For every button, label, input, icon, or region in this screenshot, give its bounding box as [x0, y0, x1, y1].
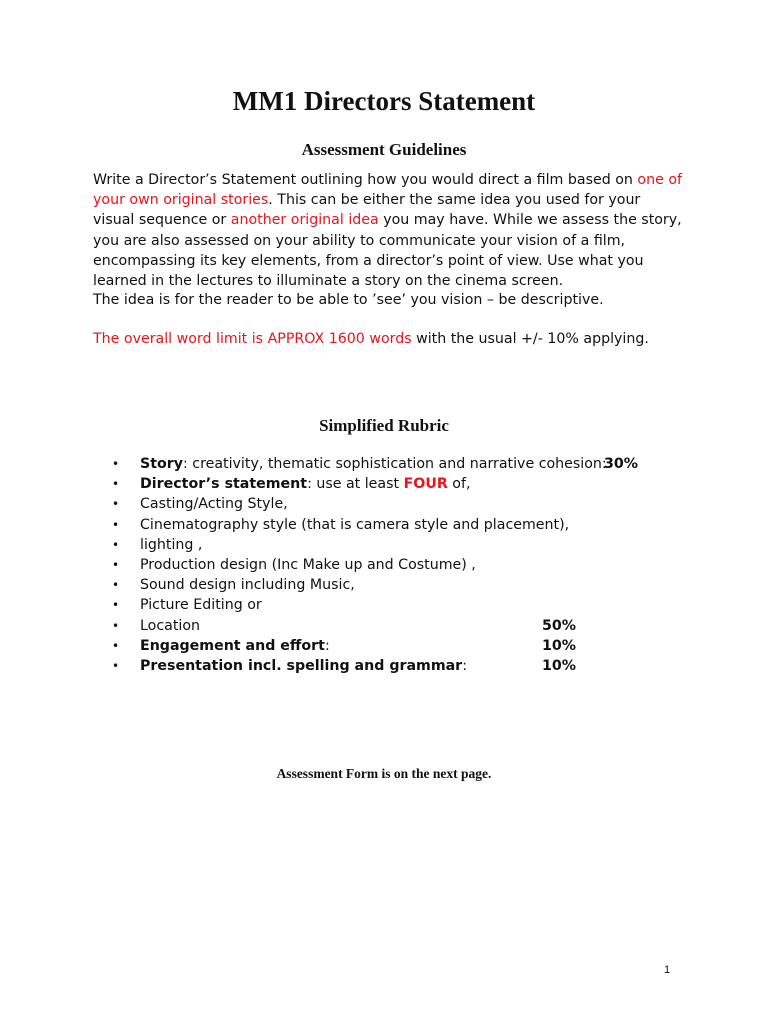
rubric-item-text: Picture Editing or [140, 597, 262, 614]
rubric-item-presentation [112, 656, 672, 676]
guidelines-highlight-original-idea: another original idea [230, 212, 379, 229]
rubric-engagement-suffix: : [324, 637, 330, 654]
rubric-item-engagement [112, 636, 672, 656]
rubric-directors-text-2: of, [447, 476, 471, 493]
rubric-item-story [112, 454, 672, 474]
rubric-story-text: : creativity, thematic sophistication and narrative cohesion: [183, 456, 607, 472]
rubric-directors-label: Director’s statement [140, 476, 308, 493]
rubric-item-cinematography [112, 515, 672, 535]
rubric-item-picture-editing [112, 595, 672, 615]
rubric-engagement-weight: 10% [542, 637, 576, 654]
word-limit-rest: with the usual +/- 10% applying. [411, 331, 649, 347]
word-limit-highlight: The overall word limit is APPROX 1600 words [93, 331, 412, 347]
guidelines-text-3: you may have. While we assess the story, you are also assessed on your ability to communicate your vision of a film, encompassing its key elements, from a director’s point of view. Use what you learned in the lectures to illuminate a story on the cinema screen. [93, 212, 682, 290]
page-number: 1 [664, 964, 671, 976]
bullet-icon: • [112, 557, 120, 572]
rubric-item-location [112, 616, 672, 636]
rubric-item-text: Sound design including Music, [140, 577, 355, 594]
assessment-form-note: Assessment Form is on the next page. [276, 766, 492, 781]
bullet-icon: • [112, 497, 120, 512]
rubric-item-casting [112, 494, 672, 514]
guidelines-highlight-original-stories: one of your own original stories [93, 172, 682, 209]
rubric-item-text: lighting , [140, 536, 203, 553]
bullet-icon: • [112, 578, 120, 593]
rubric-item-directors-statement [112, 474, 672, 494]
rubric-presentation-suffix: : [462, 657, 467, 674]
rubric-directors-four: FOUR [403, 476, 448, 493]
rubric-item-sound-design [112, 575, 672, 595]
rubric-engagement-label: Engagement and effort [140, 637, 325, 654]
rubric-story-weight: 30% [604, 456, 638, 472]
bullet-icon: • [112, 517, 120, 532]
rubric-list [112, 454, 672, 676]
rubric-story-label: Story [140, 456, 183, 472]
bullet-icon: • [112, 658, 120, 673]
bullet-icon: • [112, 598, 120, 613]
rubric-item-lighting [112, 535, 672, 555]
bullet-icon: • [112, 457, 120, 471]
bullet-icon: • [112, 477, 120, 492]
rubric-item-text: Cinematography style (that is camera style and placement), [140, 516, 570, 533]
word-limit-paragraph [93, 329, 683, 349]
bullet-icon: • [112, 618, 120, 633]
guidelines-paragraph [93, 170, 683, 291]
page-title: MM1 Directors Statement [232, 86, 536, 116]
bullet-icon: • [112, 638, 120, 653]
simplified-rubric-heading: Simplified Rubric [319, 416, 449, 435]
rubric-item-text: Production design (Inc Make up and Costume) , [140, 556, 476, 573]
guidelines-descriptive-note: The idea is for the reader to be able to ’see’ you vision – be descriptive. [93, 292, 604, 308]
rubric-location-weight: 50% [542, 617, 576, 634]
rubric-presentation-label: Presentation incl. spelling and grammar [140, 657, 463, 674]
guidelines-text-1: Write a Director’s Statement outlining how you would direct a film based on [93, 172, 638, 188]
rubric-item-production-design [112, 555, 672, 575]
rubric-presentation-weight: 10% [542, 657, 576, 674]
rubric-location-label: Location [140, 617, 201, 634]
assessment-guidelines-heading: Assessment Guidelines [301, 140, 467, 159]
guidelines-text-2: . This can be either the same idea you used for your visual sequence or [93, 192, 641, 229]
rubric-item-text: Casting/Acting Style, [140, 496, 288, 513]
bullet-icon: • [112, 537, 120, 552]
rubric-directors-text-1: : use at least [307, 476, 404, 493]
